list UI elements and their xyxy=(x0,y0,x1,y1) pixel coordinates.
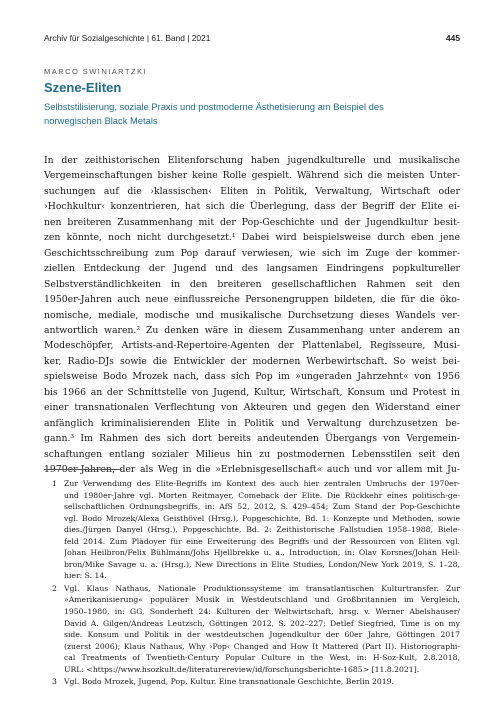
body-paragraph xyxy=(44,153,460,478)
body-line: ker, Radio-DJs sowie die Entwickler der modernen Werbewirtschaft. So weist bei- xyxy=(44,355,460,367)
journal-info: Archiv für Sozialgeschichte | 61. Band | 2021 xyxy=(44,33,211,43)
body-line: Geschichtsschreibung zum Pop darauf verwiesen, wie sich im Zuge der kommer- xyxy=(44,247,460,259)
body-line: 1950er-Jahren auch neue einflussreiche Personengruppen bildeten, die für die öko- xyxy=(44,294,460,306)
subtitle-line: norwegischen Black Metals xyxy=(44,115,158,126)
footnote-line: URL: <https://www.hsozkult.de/literaturereview/id/forschungsberichte-1685> [11.8.2021]. xyxy=(64,664,420,674)
footnote-line: David A. Gilgen/Andreas Leutzsch, Göttingen 2012, S. 202–227; Detlef Siegfried, Time is on my xyxy=(64,618,460,628)
footnotes xyxy=(44,478,460,689)
footnote-line: side. Konsum und Politik in der westdeutschen Jugendkultur der 60er Jahre, Göttingen 2017 xyxy=(64,630,460,640)
footnote-line: hier: S. 14. xyxy=(64,571,107,581)
page-number: 445 xyxy=(446,33,460,43)
body-line: Modeschöpfer, Artists-and-Repertoire-Agenten der Plattenlabel, Regisseure, Musi- xyxy=(44,340,460,352)
body-line: nen breiteren Zusammenhang mit der Pop-Geschichte und der Jugendkultur besit- xyxy=(44,216,460,228)
body-line: Selbstverständlichkeiten in den breiteren gesellschaftlichen Rahmen seit den xyxy=(44,278,460,290)
body-line: nomische, mediale, modische und musikalische Durchsetzung dieses Wandels ver- xyxy=(44,309,460,321)
body-line: spielsweise Bodo Mrozek nach, dass sich Pop im »ungeraden Jahrzehnt« von 1956 xyxy=(44,371,460,383)
body-line: schaftungen entlang sozialer Milieus hin zu postmodernen Lebensstilen seit den xyxy=(44,448,460,460)
body-line: anfänglich kriminalisierenden Elite in Politik und Verwaltung durchzusetzen be- xyxy=(44,417,460,429)
footnote-line: bron/Mike Savage u. a. (Hrsg.), New Directions in Elite Studies, London/New York 2019, S. 1–28, xyxy=(64,559,460,569)
body-line: antwortlich waren.² Zu denken wäre in diesem Zusammenhang unter anderem an xyxy=(44,324,460,336)
article-title: Szene-Eliten xyxy=(44,80,122,95)
footnote-line: cal Treatments of Twentieth-Century Popular Culture in the West, in: H-Soz-Kult, 2.8.2018, xyxy=(64,653,460,663)
body-line: ›Hochkultur‹ konzentrieren, hat sich die Überlegung, dass der Begriff der Elite ei- xyxy=(44,201,460,213)
body-line: gann.³ Im Rahmen des sich dort bereits andeutenden Übergangs von Vergemein- xyxy=(44,433,460,445)
footnote-line: Vgl. Bodo Mrozek, Jugend, Pop, Kultur. Eine transnationale Geschichte, Berlin 2019. xyxy=(64,677,394,687)
footnote-line: sellschaftlichen Ordnungsbegriffs, in: AfS 52, 2012, S. 429–454; Zum Stand der Pop-Geschichte xyxy=(64,502,460,512)
running-head xyxy=(44,33,460,47)
footnote-number: 3 xyxy=(52,677,57,687)
footnote-line: (zuerst 2006); Klaus Nathaus, Why ›Pop‹ Changed and How It Mattered (Part II). Historiographi- xyxy=(64,641,460,651)
body-line: bis 1966 an der Schnittstelle von Jugend, Kultur, Wirtschaft, Konsum und Protest in xyxy=(44,386,460,398)
footnote-divider xyxy=(44,469,122,470)
footnote-line: 1950–1980, in: GG, Sonderheft 24: Kulturen der Weltwirtschaft, hrsg. v. Werner Abelshauser/ xyxy=(64,607,460,617)
footnote-2 xyxy=(44,583,460,675)
subtitle-line: Selbststilisierung, soziale Praxis und postmoderne Ästhetisierung am Beispiel des xyxy=(44,101,384,112)
footnote-line: vgl. Bodo Mrozek/Alexa Geisthövel (Hrsg.), Popgeschichte, Bd. 1: Konzepte und Methoden, sowie xyxy=(64,513,460,523)
footnote-number: 1 xyxy=(52,479,57,488)
footnote-3 xyxy=(44,676,460,688)
footnote-number: 2 xyxy=(52,583,57,593)
body-line: In der zeithistorischen Elitenforschung haben jugendkulturelle und musikalische xyxy=(44,155,460,166)
article-author: MARCO SWINIARTZKI xyxy=(44,67,147,76)
footnote-line: feld 2014. Zum Plädoyer für eine Erweiterung des Begriffs und der Ressourcen von Eliten vgl. xyxy=(64,536,460,546)
footnote-line: dies./Jürgen Danyel (Hrsg.), Popgeschichte, Bd. 2: Zeithistorische Fallstudien 1958–1988, Biele- xyxy=(64,525,460,535)
footnote-line: Vgl. Klaus Nathaus, Nationale Produktionssysteme im transatlantischen Kulturtransfer. Zur xyxy=(64,583,460,593)
body-line: zen könnte, noch nicht durchgesetzt.¹ Dabei wird beispielsweise durch eben jene xyxy=(44,232,460,244)
body-line: ziellen Entdeckung der Jugend und des langsamen Eindringens popkultureller xyxy=(44,263,460,275)
footnote-line: Zur Verwendung des Elite-Begriffs im Kontext des auch hier zentralen Umbruchs der 1970er- xyxy=(64,479,460,488)
footnote-line: »Amerikanisierung« populärer Musik in Westdeutschland und Großbritannien im Vergleich, xyxy=(64,595,460,605)
body-line: Vergemeinschaftungen bisher keine Rolle gespielt. Während sich die meisten Unter- xyxy=(44,170,460,182)
footnote-line: Johan Heilbron/Felix Bühlmann/Johs Hjellbrekke u. a., Introduction, in: Olav Korsnes/Johan Heil- xyxy=(64,548,460,558)
article-subtitle xyxy=(44,100,444,128)
body-line: suchungen auf die ›klassischen‹ Eliten in Politik, Verwaltung, Wirtschaft oder xyxy=(44,185,460,197)
body-line: einer transnationalen Verflechtung von Akteuren und gegen den Widerstand einer xyxy=(44,402,460,414)
body-line: 1970er-Jahren, der als Weg in die »Erlebnisgesellschaft« auch und vor allem mit Ju- xyxy=(44,464,460,476)
footnote-line: und 1980er-Jahre vgl. Morten Reitmayer, Comeback der Elite. Die Rückkehr eines politisch-ge- xyxy=(64,490,460,500)
footnote-1 xyxy=(44,478,460,582)
